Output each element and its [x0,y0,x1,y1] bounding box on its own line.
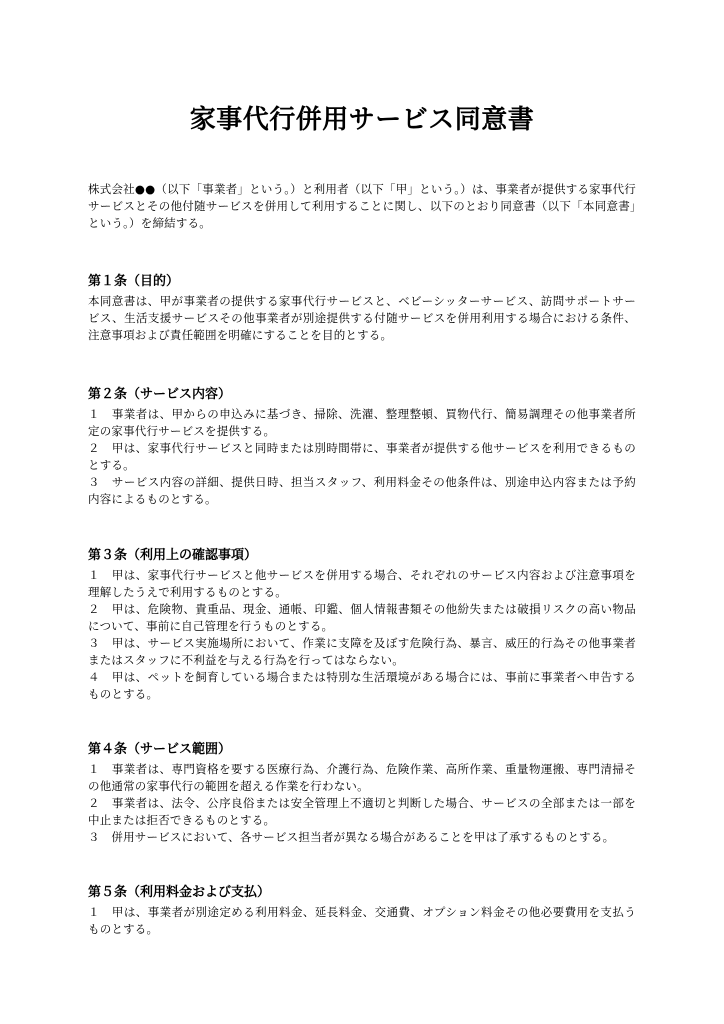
article-paragraph: ２ 甲は、家事代行サービスと同時または別時間帯に、事業者が提供する他サービスを利用できるものとする。 [88,441,636,472]
article-heading: 第３条（利用上の確認事項） [88,548,258,563]
document-title: 家事代行併用サービス同意書 [189,105,535,135]
article-1 [88,273,636,344]
article-paragraph: 本同意書は、甲が事業者の提供する家事代行サービスと、ベビーシッターサービス、訪問サポートサービス、生活支援サービスその他事業者が別途提供する付随サービスを併用利用する場合における条件、注意事項および責任範囲を明確にすることを目的とする。 [88,294,636,342]
article-heading: 第５条（利用料金および支払） [88,885,271,900]
article-paragraph: １ 甲は、事業者が別途定める利用料金、延長料金、交通費、オプション料金その他必要費用を支払うものとする。 [88,905,636,936]
article-paragraph: ３ 甲は、サービス実施場所において、作業に支障を及ぼす危険行為、暴言、威圧的行為その他事業者またはスタッフに不利益を与える行為を行ってはならない。 [88,636,636,667]
article-heading: 第１条（目的） [88,274,180,289]
article-paragraph: ４ 甲は、ペットを飼育している場合または特別な生活環境がある場合には、事前に事業者へ申告するものとする。 [88,670,636,701]
article-paragraph: ３ サービス内容の詳細、提供日時、担当スタッフ、利用料金その他条件は、別途申込内容または予約内容によるものとする。 [88,475,636,506]
article-paragraph: １ 事業者は、専門資格を要する医療行為、介護行為、危険作業、高所作業、重量物運搬、専門清掃その他通常の家事代行の範囲を超える作業を行わない。 [88,762,636,793]
article-3 [88,547,636,703]
article-2 [88,386,636,508]
article-4 [88,741,636,846]
article-paragraph: ２ 事業者は、法令、公序良俗または安全管理上不適切と判断した場合、サービスの全部または一部を中止または拒否できるものとする。 [88,796,636,827]
article-heading: 第４条（サービス範囲） [88,742,232,757]
article-paragraph: １ 甲は、家事代行サービスと他サービスを併用する場合、それぞれのサービス内容および注意事項を理解したうえで利用するものとする。 [88,568,636,599]
article-paragraph: ３ 併用サービスにおいて、各サービス担当者が異なる場合があることを甲は了承するものとする。 [88,830,615,844]
article-heading: 第２条（サービス内容） [88,387,232,402]
article-5 [88,884,636,938]
intro-paragraph: 株式会社●●（以下「事業者」という。）と利用者（以下「甲」という。）は、事業者が提供する家事代行サービスとその他付随サービスを併用して利用することに関し、以下のとおり同意書（以下「本同意書」という。）を締結する。 [88,182,636,230]
intro-section [88,181,636,232]
article-paragraph: ２ 甲は、危険物、貴重品、現金、通帳、印鑑、個人情報書類その他紛失または破損リスクの高い物品について、事前に自己管理を行うものとする。 [88,602,636,633]
article-paragraph: １ 事業者は、甲からの申込みに基づき、掃除、洗濯、整理整頓、買物代行、簡易調理その他事業者所定の家事代行サービスを提供する。 [88,407,636,438]
